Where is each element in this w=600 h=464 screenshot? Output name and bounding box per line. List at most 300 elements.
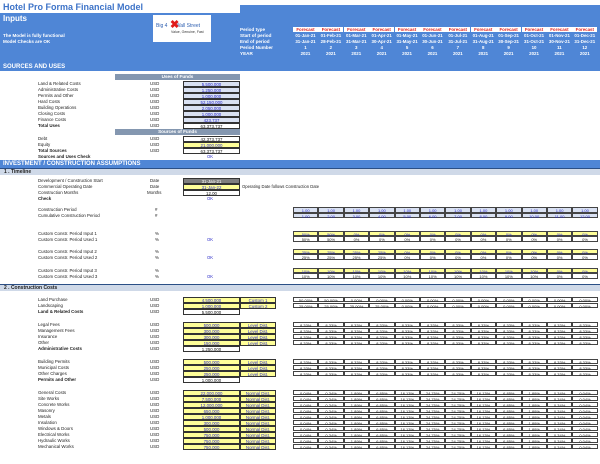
debt-value: 42,373,737: [183, 136, 240, 142]
grid-cell: 16.13%: [471, 432, 496, 438]
grid-cell: 8.33%: [547, 365, 572, 371]
eagle-icon: ✖: [170, 19, 180, 31]
uses-value: 1,250,000: [183, 87, 240, 93]
grid-cell: 0.00%: [420, 303, 445, 309]
grid-cell: 6.85%: [496, 414, 521, 420]
grid-cell: 8.33%: [572, 334, 597, 340]
uses-value: 1,000,000: [183, 93, 240, 99]
sources-uses-check-label: Sources and Uses Check: [38, 154, 91, 159]
grid-cell: 8.33%: [395, 328, 420, 334]
grid-cell: 1.00: [445, 207, 470, 213]
grid-cell: 8.33%: [445, 334, 470, 340]
cod-unit: Date: [150, 184, 160, 189]
cost-distribution-row: [293, 328, 598, 334]
input-cell[interactable]: 0%: [496, 231, 521, 237]
grid-cell: 16.13%: [395, 396, 420, 402]
distribution-select[interactable]: Custom 2: [240, 303, 276, 309]
cost-amount-input[interactable]: 250,000: [183, 365, 240, 371]
custom-used-2-unit: %: [155, 255, 159, 260]
grid-cell: 8.33%: [344, 359, 369, 365]
custom-input-2-unit: %: [155, 249, 159, 254]
start-date-cell: 01-Apr-21: [371, 33, 392, 38]
input-cell[interactable]: 25%: [293, 249, 318, 255]
cost-item-label: General Costs: [38, 390, 67, 395]
grid-cell: 12.00: [572, 213, 597, 219]
year-label: YEAR: [240, 51, 253, 56]
grid-cell: 8.33%: [369, 340, 394, 346]
year-cell: 2021: [402, 51, 412, 56]
cost-amount-input[interactable]: 12,000,000: [183, 402, 240, 408]
distribution-select[interactable]: Level Dist.: [240, 328, 276, 334]
period-number-cell: 7: [456, 45, 460, 50]
input-cell[interactable]: 10%: [344, 268, 369, 274]
uses-unit: USD: [150, 81, 160, 86]
grid-cell: 0.04%: [293, 396, 318, 402]
input-cell[interactable]: 10%: [496, 268, 521, 274]
cod-label: Commercial Operating Date: [38, 184, 93, 189]
grid-cell: 8.33%: [471, 334, 496, 340]
year-cell: 2021: [300, 51, 311, 56]
timeline-subheader: 1 . Timeline: [0, 168, 600, 175]
input-cell[interactable]: 0%: [471, 231, 496, 237]
grid-cell: 7.00: [445, 213, 470, 219]
grid-cell: 24.75%: [445, 402, 470, 408]
grid-cell: 8.33%: [572, 322, 597, 328]
distribution-select[interactable]: Level Dist.: [240, 365, 276, 371]
cost-item-unit: USD: [150, 396, 160, 401]
grid-cell: 16.13%: [395, 390, 420, 396]
grid-cell: 0%: [522, 254, 547, 260]
grid-cell: 0%: [496, 254, 521, 260]
distribution-select[interactable]: Custom 1: [240, 297, 276, 303]
cost-amount-input[interactable]: 300,000: [183, 328, 240, 334]
grid-cell: 8.33%: [293, 365, 318, 371]
cost-item-label: Site Works: [38, 396, 60, 401]
cost-item-label: Insulation: [38, 420, 57, 425]
year-cell: 2021: [351, 51, 362, 56]
grid-cell: 8.33%: [293, 359, 318, 365]
custom-input-3-label: Custom Constr. Period Input 3: [38, 268, 97, 273]
cost-group-total-value: 1,250,000: [183, 346, 240, 352]
grid-cell: 8.33%: [318, 334, 343, 340]
input-cell[interactable]: 0%: [395, 249, 420, 255]
months-unit: Months: [147, 190, 162, 195]
start-date-cell: 01-Aug-21: [472, 33, 494, 38]
grid-cell: 0.04%: [572, 396, 597, 402]
cost-item-unit: USD: [150, 334, 160, 339]
distribution-select[interactable]: Normal Dist.: [240, 420, 276, 426]
distribution-select[interactable]: Level Dist.: [240, 340, 276, 346]
grid-cell: 6.85%: [496, 420, 521, 426]
dev-start-unit: Date: [150, 178, 160, 183]
grid-cell: 24.75%: [445, 408, 470, 414]
custom-2-check: OK: [207, 255, 214, 260]
grid-cell: 0%: [445, 254, 470, 260]
custom-used-2-row: [293, 254, 598, 260]
distribution-select[interactable]: Normal Dist.: [240, 444, 276, 450]
distribution-select[interactable]: Normal Dist.: [240, 396, 276, 402]
months-value: 12.00: [183, 190, 240, 196]
cost-amount-input[interactable]: 650,000: [183, 408, 240, 414]
grid-cell: 11.00: [547, 213, 572, 219]
period-number-cell: 12: [582, 45, 588, 50]
grid-cell: 8.33%: [496, 365, 521, 371]
start-of-period-row: [293, 33, 597, 38]
sources-of-funds-header: Sources of Funds: [115, 129, 240, 135]
grid-cell: 8.33%: [547, 334, 572, 340]
grid-cell: 24.75%: [420, 438, 445, 444]
cost-group-total-value: 1,000,000: [183, 377, 240, 383]
cost-amount-input[interactable]: 22,000,000: [183, 390, 240, 396]
grid-cell: 16.13%: [471, 426, 496, 432]
cost-item-label: Electrical Works: [38, 432, 70, 437]
start-date-cell: 01-Jun-21: [422, 33, 443, 38]
grid-cell: 24.75%: [420, 390, 445, 396]
cost-amount-input[interactable]: 4,500,000: [183, 297, 240, 303]
cost-amount-input[interactable]: 500,000: [183, 322, 240, 328]
cost-group-total-unit: USD: [150, 377, 160, 382]
input-cell[interactable]: 0%: [522, 249, 547, 255]
input-cell[interactable]: 10%: [471, 268, 496, 274]
cumulative-period-label: Cumulative Construction Period: [38, 213, 100, 218]
period-type-cell: Forecast: [318, 27, 343, 32]
distribution-select[interactable]: Normal Dist.: [240, 414, 276, 420]
grid-cell: 24.75%: [420, 408, 445, 414]
input-cell[interactable]: 10%: [395, 268, 420, 274]
input-cell[interactable]: 0%: [395, 231, 420, 237]
grid-cell: 1.00: [420, 207, 445, 213]
end-date-cell: 31-May-21: [396, 39, 418, 44]
equity-input[interactable]: 21,000,000: [183, 142, 240, 148]
grid-cell: 0.34%: [547, 402, 572, 408]
grid-cell: 0.04%: [572, 408, 597, 414]
grid-cell: 8.33%: [293, 334, 318, 340]
grid-cell: 1.89%: [522, 396, 547, 402]
grid-cell: 8.33%: [445, 371, 470, 377]
grid-cell: 0.00%: [547, 303, 572, 309]
year-cell: 2021: [503, 51, 514, 56]
distribution-select[interactable]: Level Dist.: [240, 334, 276, 340]
grid-cell: 1.00: [572, 207, 597, 213]
year-cell: 2021: [376, 51, 387, 56]
grid-cell: 8.33%: [344, 334, 369, 340]
grid-cell: 24.75%: [445, 444, 470, 450]
cod-note: Operating Date follows Construction Date: [242, 184, 320, 189]
grid-cell: 0.00%: [522, 303, 547, 309]
grid-cell: 25%: [344, 254, 369, 260]
debt-label: Debt: [38, 136, 48, 141]
grid-cell: 0.00%: [572, 303, 597, 309]
grid-cell: 8.33%: [318, 359, 343, 365]
cost-amount-input[interactable]: 300,000: [183, 334, 240, 340]
grid-cell: 8.33%: [471, 322, 496, 328]
grid-cell: 3.00: [344, 213, 369, 219]
cost-amount-input[interactable]: 500,000: [183, 426, 240, 432]
input-cell[interactable]: 50%: [318, 231, 343, 237]
cost-item-unit: USD: [150, 371, 160, 376]
start-of-period-label: Start of period: [240, 33, 272, 38]
grid-cell: 0.00%: [395, 297, 420, 303]
grid-cell: 8.33%: [420, 371, 445, 377]
grid-cell: 1.89%: [344, 444, 369, 450]
input-cell[interactable]: 0%: [572, 231, 597, 237]
cost-item-unit: USD: [150, 328, 160, 333]
grid-cell: 8.33%: [445, 359, 470, 365]
grid-cell: 0.04%: [293, 432, 318, 438]
grid-cell: 8.33%: [496, 328, 521, 334]
period-number-cell: 1: [304, 45, 307, 50]
input-cell[interactable]: 10%: [445, 268, 470, 274]
input-cell[interactable]: 0%: [572, 249, 597, 255]
cost-amount-input[interactable]: 150,000: [183, 340, 240, 346]
grid-cell: 0.00%: [445, 303, 470, 309]
cost-item-label: Management Fees: [38, 328, 75, 333]
grid-cell: 0%: [547, 236, 572, 242]
grid-cell: 25.00%: [369, 303, 394, 309]
year-cell: 2021: [478, 51, 489, 56]
year-cell: 2021: [427, 51, 438, 56]
custom-used-3-unit: %: [155, 274, 159, 279]
uses-unit: USD: [150, 105, 160, 110]
grid-cell: 0.00%: [445, 297, 470, 303]
grid-cell: 8.00: [471, 213, 496, 219]
model-check-note: Model Checks are OK: [3, 39, 51, 44]
grid-cell: 0.04%: [293, 408, 318, 414]
distribution-select[interactable]: Normal Dist.: [240, 426, 276, 432]
custom-used-1-row: [293, 236, 598, 242]
distribution-select[interactable]: Normal Dist.: [240, 390, 276, 396]
period-type-cell: Forecast: [471, 27, 496, 32]
input-cell[interactable]: 0%: [547, 249, 572, 255]
end-of-period-label: End of period: [240, 39, 270, 44]
distribution-select[interactable]: Normal Dist.: [240, 408, 276, 414]
input-cell[interactable]: 0%: [547, 268, 572, 274]
grid-cell: 0.34%: [547, 420, 572, 426]
debt-unit: USD: [150, 136, 160, 141]
grid-cell: 0.04%: [293, 444, 318, 450]
grid-cell: 1.00: [395, 207, 420, 213]
year-cell: 2021: [554, 51, 565, 56]
grid-cell: 24.75%: [420, 396, 445, 402]
cost-group-total-label: Land & Related Costs: [38, 309, 84, 314]
uses-unit: USD: [150, 117, 160, 122]
input-cell[interactable]: 10%: [369, 268, 394, 274]
uses-label: Permits and Other: [38, 93, 74, 98]
period-type-cell: Forecast: [572, 27, 597, 32]
end-date-cell: 31-Dec-21: [574, 39, 596, 44]
input-cell[interactable]: 0%: [445, 231, 470, 237]
cost-group-total-unit: USD: [150, 309, 160, 314]
cost-amount-input[interactable]: 250,000: [183, 371, 240, 377]
grid-cell: 8.33%: [369, 322, 394, 328]
input-cell[interactable]: 0%: [420, 249, 445, 255]
grid-cell: 0.00%: [471, 297, 496, 303]
grid-cell: 8.33%: [522, 340, 547, 346]
cost-amount-input[interactable]: 750,000: [183, 444, 240, 450]
grid-cell: 0.34%: [547, 432, 572, 438]
cost-item-label: Hydraulic Works: [38, 438, 70, 443]
grid-cell: 0.04%: [293, 426, 318, 432]
timeline-check-status: OK: [207, 196, 214, 201]
input-cell[interactable]: 10%: [420, 268, 445, 274]
equity-unit: USD: [150, 142, 160, 147]
grid-cell: 8.33%: [293, 328, 318, 334]
grid-cell: 0%: [344, 236, 369, 242]
end-date-cell: 30-Jun-21: [422, 39, 443, 44]
grid-cell: 1.00: [471, 207, 496, 213]
distribution-select[interactable]: Level Dist.: [240, 359, 276, 365]
timeline-check-label: Check: [38, 196, 52, 201]
grid-cell: 8.33%: [293, 340, 318, 346]
grid-cell: 8.33%: [445, 328, 470, 334]
period-type-cell: Forecast: [420, 27, 445, 32]
grid-cell: 10.00: [522, 213, 547, 219]
period-type-cell: Forecast: [522, 27, 547, 32]
input-cell[interactable]: 50%: [293, 231, 318, 237]
total-uses-label: Total Uses: [38, 123, 60, 128]
grid-cell: 8.33%: [496, 359, 521, 365]
grid-cell: 24.75%: [420, 432, 445, 438]
cost-amount-input[interactable]: 750,000: [183, 432, 240, 438]
input-cell[interactable]: 0%: [572, 268, 597, 274]
grid-cell: 8.33%: [318, 340, 343, 346]
grid-cell: 24.75%: [445, 414, 470, 420]
grid-cell: 8.33%: [395, 322, 420, 328]
grid-cell: 0.34%: [547, 414, 572, 420]
grid-cell: 8.33%: [369, 328, 394, 334]
period-number-cell: 8: [482, 45, 485, 50]
grid-cell: 1.89%: [522, 426, 547, 432]
input-cell[interactable]: 0%: [471, 249, 496, 255]
grid-cell: 6.85%: [496, 444, 521, 450]
input-cell[interactable]: 10%: [293, 268, 318, 274]
grid-cell: 0%: [420, 236, 445, 242]
grid-cell: 8.33%: [293, 322, 318, 328]
sheet-title: Inputs: [3, 14, 27, 23]
uses-value: 423,737: [183, 117, 240, 123]
input-cell[interactable]: 0%: [344, 231, 369, 237]
grid-cell: 0.04%: [572, 390, 597, 396]
cost-item-unit: USD: [150, 444, 160, 449]
end-date-cell: 31-Mar-21: [346, 39, 367, 44]
distribution-select[interactable]: Level Dist.: [240, 322, 276, 328]
input-cell[interactable]: 0%: [369, 231, 394, 237]
custom-used-2-label: Custom Constr. Period Used 2: [38, 255, 98, 260]
uses-value: 1,000,000: [183, 111, 240, 117]
grid-cell: 16.13%: [471, 414, 496, 420]
input-cell[interactable]: 0%: [547, 231, 572, 237]
grid-cell: 10%: [420, 273, 445, 279]
grid-cell: 0.00%: [344, 297, 369, 303]
grid-cell: 0%: [572, 236, 597, 242]
custom-used-1-label: Custom Constr. Period Used 1: [38, 237, 98, 242]
distribution-select[interactable]: Level Dist.: [240, 371, 276, 377]
grid-cell: 0.04%: [572, 414, 597, 420]
uses-label: Land & Related Costs: [38, 81, 81, 86]
year-cell: 2021: [326, 51, 336, 56]
distribution-select[interactable]: Normal Dist.: [240, 402, 276, 408]
logo-tagline: Value, Genuine, Fast: [171, 30, 204, 34]
grid-cell: 16.13%: [395, 420, 420, 426]
grid-cell: 0.00%: [496, 303, 521, 309]
end-date-cell: 28-Feb-21: [320, 39, 342, 44]
cost-amount-input[interactable]: 1,000,000: [183, 303, 240, 309]
grid-cell: 8.33%: [445, 340, 470, 346]
grid-cell: 0.04%: [293, 414, 318, 420]
cost-distribution-row: [293, 402, 598, 408]
grid-cell: 8.33%: [572, 340, 597, 346]
equity-label: Equity: [38, 142, 51, 147]
cost-group-total-unit: USD: [150, 346, 160, 351]
input-cell[interactable]: 0%: [522, 231, 547, 237]
cost-item-label: Other Charges: [38, 371, 67, 376]
grid-cell: 24.75%: [420, 420, 445, 426]
grid-cell: 1.89%: [344, 426, 369, 432]
start-date-cell: 01-Dec-21: [574, 33, 596, 38]
cost-distribution-row: [293, 365, 598, 371]
dev-start-value: 31-Jan-21: [183, 178, 240, 184]
input-cell[interactable]: 25%: [344, 249, 369, 255]
cost-amount-input[interactable]: 750,000: [183, 438, 240, 444]
end-date-cell: 31-Jul-21: [448, 39, 468, 44]
input-cell[interactable]: 10%: [318, 268, 343, 274]
cost-distribution-row: [293, 297, 598, 303]
input-cell[interactable]: 0%: [445, 249, 470, 255]
cod-input[interactable]: 31-Jan-22: [183, 184, 240, 190]
cost-item-unit: USD: [150, 340, 160, 345]
grid-cell: 1.89%: [522, 444, 547, 450]
input-cell[interactable]: 10%: [522, 268, 547, 274]
grid-cell: 1.89%: [522, 432, 547, 438]
grid-cell: 8.33%: [318, 328, 343, 334]
cost-amount-input[interactable]: 300,000: [183, 420, 240, 426]
end-date-cell: 30-Sep-21: [498, 39, 519, 44]
cost-item-unit: USD: [150, 438, 160, 443]
grid-cell: 8.33%: [496, 340, 521, 346]
grid-cell: 0.34%: [318, 396, 343, 402]
cost-amount-input[interactable]: 500,000: [183, 359, 240, 365]
input-cell[interactable]: 0%: [420, 231, 445, 237]
cost-amount-input[interactable]: 7,500,000: [183, 396, 240, 402]
grid-cell: 0.34%: [318, 414, 343, 420]
cost-item-label: Concrete Works: [38, 402, 70, 407]
grid-cell: 6.85%: [369, 396, 394, 402]
cost-distribution-row: [293, 371, 598, 377]
grid-cell: 8.33%: [572, 365, 597, 371]
period-type-cell: Forecast: [547, 27, 572, 32]
grid-cell: 10%: [369, 273, 394, 279]
cost-amount-input[interactable]: 1,000,000: [183, 414, 240, 420]
distribution-select[interactable]: Normal Dist.: [240, 438, 276, 444]
period-number-cell: 10: [531, 45, 537, 50]
grid-cell: 8.33%: [471, 365, 496, 371]
cost-group-total-label: Permits and Other: [38, 377, 77, 382]
grid-cell: 6.85%: [369, 438, 394, 444]
grid-cell: 0.00%: [471, 303, 496, 309]
input-cell[interactable]: 0%: [496, 249, 521, 255]
input-cell[interactable]: 25%: [318, 249, 343, 255]
grid-cell: 1.89%: [344, 432, 369, 438]
grid-cell: 8.33%: [471, 340, 496, 346]
cost-distribution-row: [293, 396, 598, 402]
input-cell[interactable]: 25%: [369, 249, 394, 255]
uses-label: Administrative Costs: [38, 87, 79, 92]
total-sources-value: 63,373,737: [183, 148, 240, 154]
grid-cell: 8.33%: [420, 328, 445, 334]
start-date-cell: 01-Feb-21: [320, 33, 342, 38]
distribution-select[interactable]: Normal Dist.: [240, 432, 276, 438]
start-date-cell: 01-May-21: [396, 33, 418, 38]
